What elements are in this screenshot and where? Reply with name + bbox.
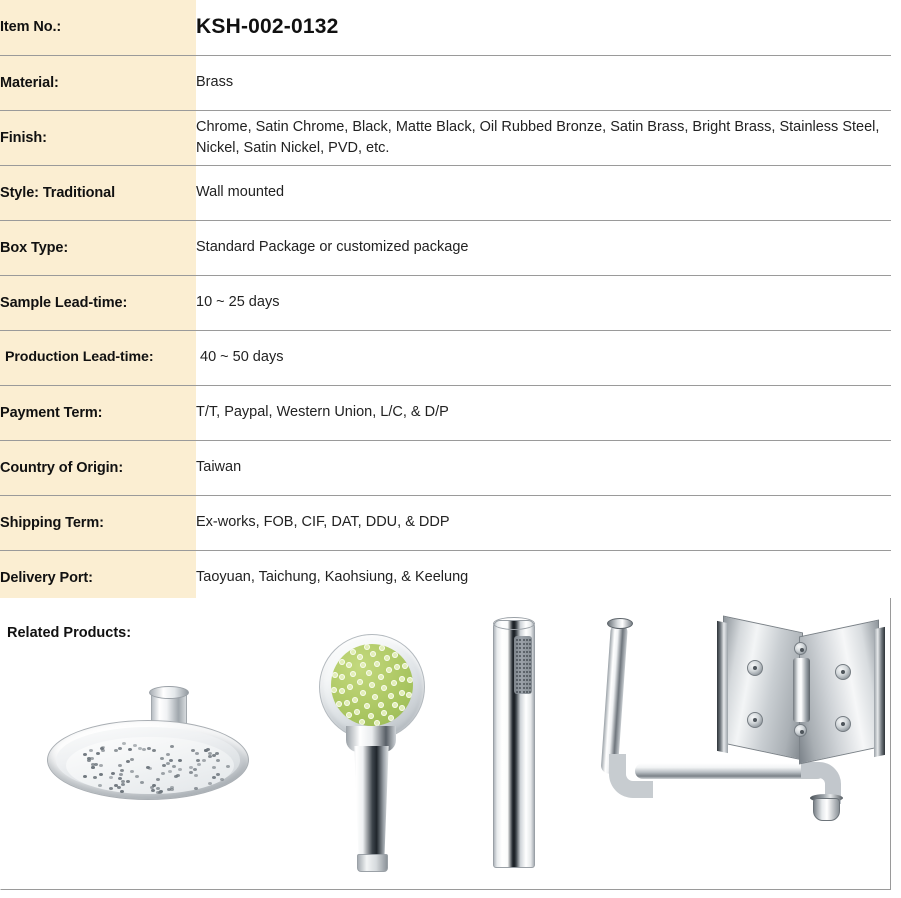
spec-value-box-type: Standard Package or customized package xyxy=(196,221,891,276)
shower-arm-top-flange xyxy=(607,618,633,629)
shower-head-stem-cap xyxy=(149,686,189,699)
handheld-shower-ferrule xyxy=(357,854,388,872)
hinge-screw-knuckle-top xyxy=(794,642,807,655)
hinge-right-glass-edge xyxy=(874,627,885,757)
hinge-knuckle xyxy=(793,658,810,722)
table-row-payment-term xyxy=(0,386,891,441)
spec-label-production-lead-time: Production Lead-time: xyxy=(0,331,196,386)
hinge-screw-top-left xyxy=(747,660,763,676)
shower-head-canopy xyxy=(47,720,249,800)
spec-value-shipping-term: Ex-works, FOB, CIF, DAT, DDU, & DDP xyxy=(196,496,891,551)
spec-value-style: Wall mounted xyxy=(196,166,891,221)
table-row-item-no xyxy=(0,0,891,56)
stick-shower-spray-panel xyxy=(514,636,532,694)
handheld-shower-head-ring xyxy=(319,634,425,740)
hinge-screw-bottom-left xyxy=(747,712,763,728)
spec-label-item-no: Item No.: xyxy=(0,0,196,56)
shower-head-face xyxy=(66,737,234,795)
spec-label-payment-term: Payment Term: xyxy=(0,386,196,441)
shower-arm-vertical-tube xyxy=(601,623,628,774)
spec-label-country-of-origin: Country of Origin: xyxy=(0,441,196,496)
handheld-shower-green-face xyxy=(331,644,413,726)
spec-value-item-no: KSH-002-0132 xyxy=(196,0,891,56)
spec-label-shipping-term: Shipping Term: xyxy=(0,496,196,551)
spec-label-sample-lead-time: Sample Lead-time: xyxy=(0,276,196,331)
product-image-green-handheld-shower[interactable] xyxy=(319,634,425,872)
spec-label-box-type: Box Type: xyxy=(0,221,196,276)
spec-label-finish: Finish: xyxy=(0,111,196,166)
spec-value-material: Brass xyxy=(196,56,891,111)
spec-label-delivery-port: Delivery Port: xyxy=(0,551,196,606)
hinge-right-plate xyxy=(799,619,879,764)
spec-label-style: Style: Traditional xyxy=(0,166,196,221)
spec-value-delivery-port: Taoyuan, Taichung, Kaohsiung, & Keelung xyxy=(196,551,891,606)
table-row-box-type xyxy=(0,221,891,276)
stick-shower-top-cap xyxy=(493,617,535,630)
table-row-sample-lead-time xyxy=(0,276,891,331)
related-products-section xyxy=(0,598,891,890)
hinge-screw-bottom-right xyxy=(835,716,851,732)
hinge-left-glass-edge xyxy=(717,621,728,753)
shower-arm-end-cap xyxy=(813,798,840,821)
spec-label-material: Material: xyxy=(0,56,196,111)
table-row-production-lead-time xyxy=(0,331,891,386)
handheld-shower-handle xyxy=(350,746,393,858)
spec-value-production-lead-time: 40 ~ 50 days xyxy=(196,331,891,386)
product-image-rain-shower-head[interactable] xyxy=(39,690,254,815)
table-row-shipping-term xyxy=(0,496,891,551)
spec-value-finish: Chrome, Satin Chrome, Black, Matte Black, Oil Rubbed Bronze, Satin Brass, Bright Brass, Stainless Steel, Nickel, Satin Nickel, PVD, etc. xyxy=(196,111,891,166)
shower-head-nozzle-grid xyxy=(66,737,234,795)
product-image-glass-door-hinge[interactable] xyxy=(717,616,885,766)
table-row-finish xyxy=(0,111,891,166)
hinge-left-plate xyxy=(723,615,803,760)
spec-value-sample-lead-time: 10 ~ 25 days xyxy=(196,276,891,331)
related-products-gallery xyxy=(1,598,892,890)
hinge-screw-top-right xyxy=(835,664,851,680)
table-row-material xyxy=(0,56,891,111)
product-image-slim-stick-handheld-shower[interactable] xyxy=(493,620,537,870)
table-row-country-of-origin xyxy=(0,441,891,496)
related-products-title: Related Products: xyxy=(7,625,132,641)
spec-value-payment-term: T/T, Paypal, Western Union, L/C, & D/P xyxy=(196,386,891,441)
hinge-screw-knuckle-bottom xyxy=(794,724,807,737)
spec-value-country-of-origin: Taiwan xyxy=(196,441,891,496)
table-row-style xyxy=(0,166,891,221)
